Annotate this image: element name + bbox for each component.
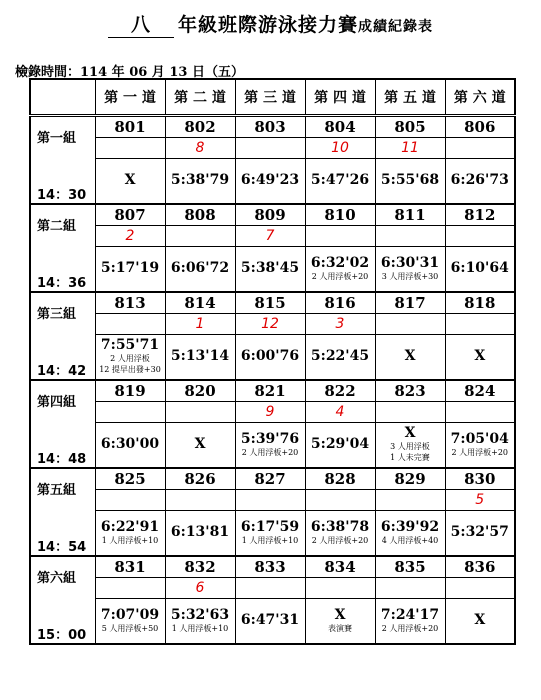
class-number: 817 xyxy=(375,292,445,314)
result-cell xyxy=(165,246,235,292)
result-time: 5:17'19 xyxy=(100,260,160,276)
result-note: 2 人用浮板+20 xyxy=(381,623,439,633)
class-number: 814 xyxy=(165,292,235,314)
result-cell xyxy=(305,598,375,644)
result-time: 5:38'79 xyxy=(170,172,230,188)
result-time: 7:05'04 xyxy=(450,430,509,447)
group-time: 14：30 xyxy=(37,187,87,203)
result-cell xyxy=(375,158,445,204)
rank-mark xyxy=(165,225,235,246)
lane-header: 第 三 道 xyxy=(235,79,305,115)
result-time: 6:13'81 xyxy=(170,524,230,540)
rank-mark xyxy=(95,137,165,158)
rank-mark xyxy=(375,577,445,598)
group-label-cell xyxy=(30,292,95,380)
group-label-cell xyxy=(30,556,95,644)
result-note: 1 人未完賽 xyxy=(390,453,430,462)
result-cell xyxy=(235,422,305,468)
class-number: 835 xyxy=(375,556,445,578)
rank-mark: 6 xyxy=(165,577,235,598)
result-cell xyxy=(305,510,375,556)
corner-cell xyxy=(30,79,95,115)
rank-mark xyxy=(235,577,305,598)
rank-mark xyxy=(165,489,235,510)
rank-mark xyxy=(445,313,515,334)
group-name: 第六組 xyxy=(37,570,77,586)
lane-header: 第 四 道 xyxy=(305,79,375,115)
result-time: X xyxy=(474,348,486,364)
group-name: 第一組 xyxy=(37,130,77,146)
class-number: 807 xyxy=(95,204,165,226)
rank-mark: 10 xyxy=(305,137,375,158)
lane-header: 第 一 道 xyxy=(95,79,165,115)
rank-mark xyxy=(235,137,305,158)
result-time: 5:38'45 xyxy=(240,260,300,276)
result-cell xyxy=(375,510,445,556)
result-time: X xyxy=(404,425,416,441)
result-note: 2 人用浮板+20 xyxy=(311,535,369,545)
rank-mark xyxy=(95,489,165,510)
result-cell xyxy=(375,422,445,468)
rank-mark xyxy=(375,489,445,510)
result-note: 3 人用浮板+30 xyxy=(381,271,439,281)
page-title xyxy=(0,10,541,38)
result-cell xyxy=(305,334,375,380)
rank-mark xyxy=(375,313,445,334)
result-time: 5:39'76 xyxy=(240,430,300,447)
result-cell xyxy=(235,246,305,292)
result-cell xyxy=(445,158,515,204)
class-number: 803 xyxy=(235,115,305,137)
result-note: 2 人用浮板+20 xyxy=(311,271,369,281)
rank-mark xyxy=(95,401,165,422)
result-cell xyxy=(375,334,445,380)
result-cell xyxy=(305,158,375,204)
result-cell xyxy=(165,158,235,204)
result-cell xyxy=(235,510,305,556)
group-label-cell xyxy=(30,115,95,204)
class-number: 834 xyxy=(305,556,375,578)
rank-mark xyxy=(165,401,235,422)
class-number: 836 xyxy=(445,556,515,578)
result-note: 1 人用浮板+10 xyxy=(101,535,159,545)
group-name: 第二組 xyxy=(37,218,77,234)
result-time: 6:30'00 xyxy=(100,436,160,452)
rank-mark xyxy=(445,577,515,598)
class-number: 820 xyxy=(165,380,235,402)
result-cell xyxy=(375,598,445,644)
class-number: 824 xyxy=(445,380,515,402)
result-time: 6:47'31 xyxy=(240,612,300,628)
class-number: 830 xyxy=(445,468,515,490)
result-cell xyxy=(95,598,165,644)
results-table xyxy=(29,78,516,645)
rank-mark xyxy=(235,489,305,510)
check-in-date: 檢錄時間：114 年 06 月 13 日（五） xyxy=(15,65,244,80)
rank-mark: 5 xyxy=(445,489,515,510)
result-cell xyxy=(445,598,515,644)
result-time: 6:00'76 xyxy=(240,348,300,364)
result-note: 4 人用浮板+40 xyxy=(381,535,439,545)
class-number: 832 xyxy=(165,556,235,578)
result-note: 12 提早出發+30 xyxy=(99,365,161,374)
rank-mark: 11 xyxy=(375,137,445,158)
class-number: 801 xyxy=(95,115,165,137)
result-cell xyxy=(445,334,515,380)
rank-mark xyxy=(445,225,515,246)
class-number: 829 xyxy=(375,468,445,490)
class-number: 810 xyxy=(305,204,375,226)
rank-mark xyxy=(305,577,375,598)
result-cell xyxy=(95,158,165,204)
result-time: 5:32'57 xyxy=(450,524,509,540)
result-cell xyxy=(165,334,235,380)
rank-mark xyxy=(445,137,515,158)
group-time: 14：48 xyxy=(37,451,87,467)
result-time: 6:17'59 xyxy=(240,518,300,535)
class-number: 819 xyxy=(95,380,165,402)
result-cell xyxy=(165,510,235,556)
result-time: 6:30'31 xyxy=(380,254,440,271)
result-note: 表演賽 xyxy=(328,623,352,633)
lane-header: 第 二 道 xyxy=(165,79,235,115)
class-number: 818 xyxy=(445,292,515,314)
class-number: 821 xyxy=(235,380,305,402)
result-time: 5:32'63 xyxy=(170,606,230,623)
class-number: 812 xyxy=(445,204,515,226)
group-label-cell xyxy=(30,468,95,556)
result-time: 5:47'26 xyxy=(310,172,370,188)
class-number: 806 xyxy=(445,115,515,137)
class-number: 805 xyxy=(375,115,445,137)
rank-mark xyxy=(95,313,165,334)
result-cell xyxy=(95,246,165,292)
class-number: 833 xyxy=(235,556,305,578)
result-note: 1 人用浮板+10 xyxy=(241,535,299,545)
rank-mark xyxy=(305,225,375,246)
result-time: 6:26'73 xyxy=(450,172,509,188)
rank-mark xyxy=(375,401,445,422)
rank-mark: 7 xyxy=(235,225,305,246)
group-label-cell xyxy=(30,204,95,292)
result-note: 1 人用浮板+10 xyxy=(171,623,229,633)
result-cell xyxy=(165,598,235,644)
result-cell xyxy=(235,598,305,644)
group-label-cell xyxy=(30,380,95,468)
result-cell xyxy=(95,422,165,468)
result-time: X xyxy=(334,606,346,623)
class-number: 831 xyxy=(95,556,165,578)
group-time: 14：54 xyxy=(37,539,87,555)
group-name: 第三組 xyxy=(37,306,77,322)
class-number: 826 xyxy=(165,468,235,490)
group-name: 第四組 xyxy=(37,394,77,410)
rank-mark: 1 xyxy=(165,313,235,334)
rank-mark xyxy=(305,489,375,510)
rank-mark: 8 xyxy=(165,137,235,158)
result-time: 6:49'23 xyxy=(240,172,300,188)
class-number: 822 xyxy=(305,380,375,402)
class-number: 804 xyxy=(305,115,375,137)
result-cell xyxy=(165,422,235,468)
lane-header: 第 五 道 xyxy=(375,79,445,115)
result-note: 3 人用浮板 xyxy=(390,442,430,451)
result-note: 5 人用浮板+50 xyxy=(101,623,159,633)
class-number: 802 xyxy=(165,115,235,137)
result-time: 5:55'68 xyxy=(380,172,440,188)
result-cell xyxy=(235,334,305,380)
result-time: 7:55'71 xyxy=(100,337,160,353)
group-name: 第五組 xyxy=(37,482,77,498)
result-time: 7:24'17 xyxy=(380,606,440,623)
rank-mark: 2 xyxy=(95,225,165,246)
result-time: 5:29'04 xyxy=(310,436,370,452)
rank-mark: 12 xyxy=(235,313,305,334)
result-time: 6:06'72 xyxy=(170,260,230,276)
rank-mark xyxy=(445,401,515,422)
class-number: 815 xyxy=(235,292,305,314)
result-note: 2 人用浮板+20 xyxy=(241,447,299,457)
group-time: 14：36 xyxy=(37,275,87,291)
result-cell xyxy=(445,246,515,292)
result-note: 2 人用浮板+20 xyxy=(451,447,508,457)
title-sub: 成績紀錄表 xyxy=(358,19,433,35)
class-number: 825 xyxy=(95,468,165,490)
grade-label: 八 xyxy=(108,10,174,38)
class-number: 828 xyxy=(305,468,375,490)
class-number: 827 xyxy=(235,468,305,490)
result-cell xyxy=(445,510,515,556)
group-time: 14：42 xyxy=(37,363,87,379)
rank-mark xyxy=(95,577,165,598)
result-cell xyxy=(95,334,165,380)
title-main: 年級班際游泳接力賽 xyxy=(177,14,358,36)
class-number: 811 xyxy=(375,204,445,226)
result-cell xyxy=(445,422,515,468)
lane-header: 第 六 道 xyxy=(445,79,515,115)
result-time: 6:32'02 xyxy=(310,254,370,271)
result-cell xyxy=(235,158,305,204)
class-number: 823 xyxy=(375,380,445,402)
result-time: 6:10'64 xyxy=(450,260,509,276)
result-cell xyxy=(95,510,165,556)
result-time: 5:22'45 xyxy=(310,348,370,364)
class-number: 813 xyxy=(95,292,165,314)
rank-mark: 3 xyxy=(305,313,375,334)
result-cell xyxy=(375,246,445,292)
result-time: 6:38'78 xyxy=(310,518,370,535)
result-time: X xyxy=(124,172,136,188)
result-time: X xyxy=(474,612,486,628)
class-number: 809 xyxy=(235,204,305,226)
rank-mark: 9 xyxy=(235,401,305,422)
result-time: 5:13'14 xyxy=(170,348,230,364)
result-time: 6:39'92 xyxy=(380,518,440,535)
class-number: 808 xyxy=(165,204,235,226)
class-number: 816 xyxy=(305,292,375,314)
result-time: 7:07'09 xyxy=(100,606,160,623)
result-time: 6:22'91 xyxy=(100,518,160,535)
result-note: 2 人用浮板 xyxy=(110,354,150,363)
result-cell xyxy=(305,422,375,468)
result-time: X xyxy=(194,436,206,452)
rank-mark xyxy=(375,225,445,246)
rank-mark: 4 xyxy=(305,401,375,422)
result-cell xyxy=(305,246,375,292)
group-time: 15：00 xyxy=(37,627,87,643)
result-time: X xyxy=(404,348,416,364)
